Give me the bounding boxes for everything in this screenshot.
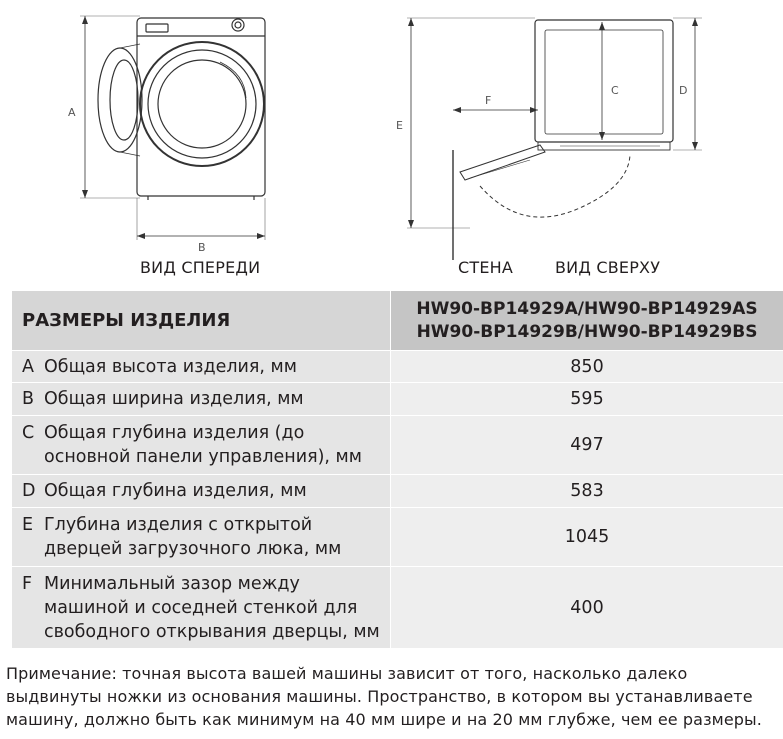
table-header-title: РАЗМЕРЫ ИЗДЕЛИЯ	[12, 291, 391, 351]
dim-b-letter: B	[198, 241, 206, 254]
row-letter: E	[22, 515, 34, 535]
row-label-cell	[12, 508, 391, 567]
row-value: 850	[391, 351, 783, 383]
wall-caption: СТЕНА	[458, 258, 514, 277]
row-value: 497	[391, 416, 783, 475]
row-label: Глубина изделия с открытой дверцей загрузочного люка, мм	[44, 515, 342, 559]
table-row	[12, 351, 783, 383]
front-view-drawing	[0, 0, 300, 260]
row-label: Общая глубина изделия, мм	[44, 481, 307, 501]
top-view-caption: ВИД СВЕРХУ	[555, 258, 661, 277]
row-letter: A	[22, 356, 34, 377]
row-label: Общая высота изделия, мм	[44, 356, 297, 377]
installation-note: Примечание: точная высота вашей машины зависит от того, насколько далеко выдвинуты ножки из основания машины. Пространство, в котором вы устанавливаете машину, должно быть как минимум на 40 мм шире и на 20 мм глубже, чем ее размеры.	[6, 664, 762, 729]
models-line-2: HW90-BP14929B/HW90-BP14929BS	[416, 321, 758, 342]
row-label-cell	[12, 475, 391, 508]
table-row	[12, 416, 783, 475]
diagrams-area	[0, 0, 783, 290]
dim-e-letter: E	[396, 119, 403, 132]
row-label-cell	[12, 383, 391, 416]
table-row	[12, 567, 783, 649]
row-value: 595	[391, 383, 783, 416]
dim-f-letter: F	[485, 94, 492, 107]
row-label-cell	[12, 567, 391, 649]
models-line-1: HW90-BP14929A/HW90-BP14929AS	[416, 298, 758, 319]
row-label-cell	[12, 351, 391, 383]
row-value: 400	[391, 567, 783, 649]
row-label: Минимальный зазор между машиной и соседней стенкой для свободного открывания дверцы, мм	[44, 573, 380, 642]
front-view-caption: ВИД СПЕРЕДИ	[140, 258, 261, 277]
row-label: Общая глубина изделия (до основной панели управления), мм	[44, 423, 362, 467]
table-row	[12, 383, 783, 416]
row-label-cell	[12, 416, 391, 475]
row-value: 1045	[391, 508, 783, 567]
row-value: 583	[391, 475, 783, 508]
table-header-models	[391, 291, 783, 351]
dim-c-letter: C	[611, 84, 619, 97]
row-letter: B	[22, 389, 35, 409]
table-row	[12, 508, 783, 567]
table-header-row	[12, 291, 783, 351]
row-letter: D	[22, 481, 36, 501]
dimensions-table	[11, 290, 783, 649]
row-letter: F	[22, 573, 33, 594]
table-row	[12, 475, 783, 508]
dim-a-letter: A	[68, 106, 76, 119]
dim-d-letter: D	[679, 84, 688, 97]
row-label: Общая ширина изделия, мм	[44, 389, 304, 409]
row-letter: C	[22, 423, 35, 443]
